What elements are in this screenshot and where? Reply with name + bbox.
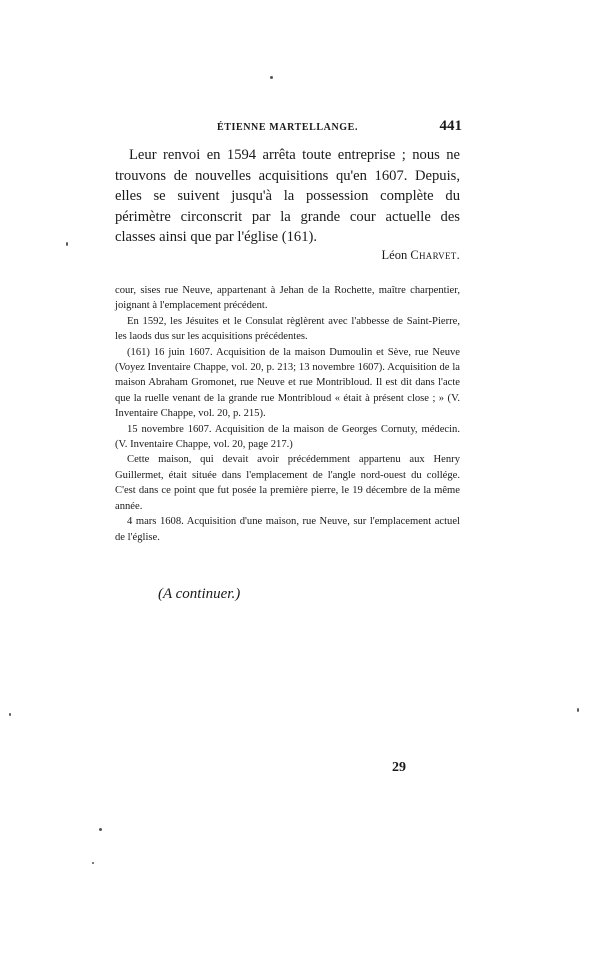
page-header — [115, 118, 462, 140]
signature-first-name: Léon — [381, 248, 408, 262]
to-be-continued: (A continuer.) — [158, 586, 241, 602]
sheet-number: 29 — [392, 760, 406, 775]
print-speck — [577, 708, 579, 712]
signature-last-name: Charvet. — [410, 248, 460, 262]
body-text — [115, 145, 460, 248]
body-paragraph: Leur renvoi en 1594 arrêta toute entreprise ; nous ne trouvons de nouvelles acquisitions qu'en 1607. Depuis, elles se suivent jusqu'à la possession complète du périmètre circonscrit par la grande cour actuelle des classes ainsi que par l'église (161). — [115, 147, 460, 245]
print-speck — [92, 862, 94, 864]
footnote-paragraph: 15 novembre 1607. Acquisition de la maison de Georges Cornuty, médecin. (V. Inventaire Chappe, vol. 20, page 217.) — [115, 423, 460, 451]
footnote-paragraph: cour, sises rue Neuve, appartenant à Jehan de la Rochette, maître charpentier, joignant à l'emplacement précédent. — [115, 285, 460, 312]
print-speck — [9, 713, 11, 716]
footnote-paragraph: 4 mars 1608. Acquisition d'une maison, rue Neuve, sur l'emplacement actuel de l'église. — [115, 516, 460, 543]
footnote-paragraph: En 1592, les Jésuites et le Consulat règlèrent avec l'abbesse de Saint-Pierre, les laods dus sur les acquisitions précédentes. — [115, 315, 460, 343]
print-speck — [99, 828, 102, 831]
print-speck — [66, 242, 68, 246]
print-speck — [270, 76, 273, 79]
footnote-paragraph: Cette maison, qui devait avoir précédemment appartenu aux Henry Guillermet, était située dans l'emplacement de l'angle nord-ouest du collége. C'est dans ce point que fut posée la première pierre, le 19 décembre de la même année. — [115, 454, 460, 512]
footnotes — [115, 283, 460, 545]
running-title: ÉTIENNE MARTELLANGE. — [216, 122, 359, 133]
page-number: 441 — [439, 118, 462, 134]
author-signature — [382, 248, 460, 263]
footnote-paragraph: (161) 16 juin 1607. Acquisition de la maison Dumoulin et Sève, rue Neuve (Voyez Inventaire Chappe, vol. 20, p. 213; 13 novembre 1607). Acquisition de la maison Abraham Gromonet, rue Neuve et rue Montribloud. Il est dit dans l'acte que la ruelle venant de la grande rue Montribloud « était à présent close ; » (V. Inventaire Chappe, vol. 20, p. 215). — [115, 346, 460, 420]
